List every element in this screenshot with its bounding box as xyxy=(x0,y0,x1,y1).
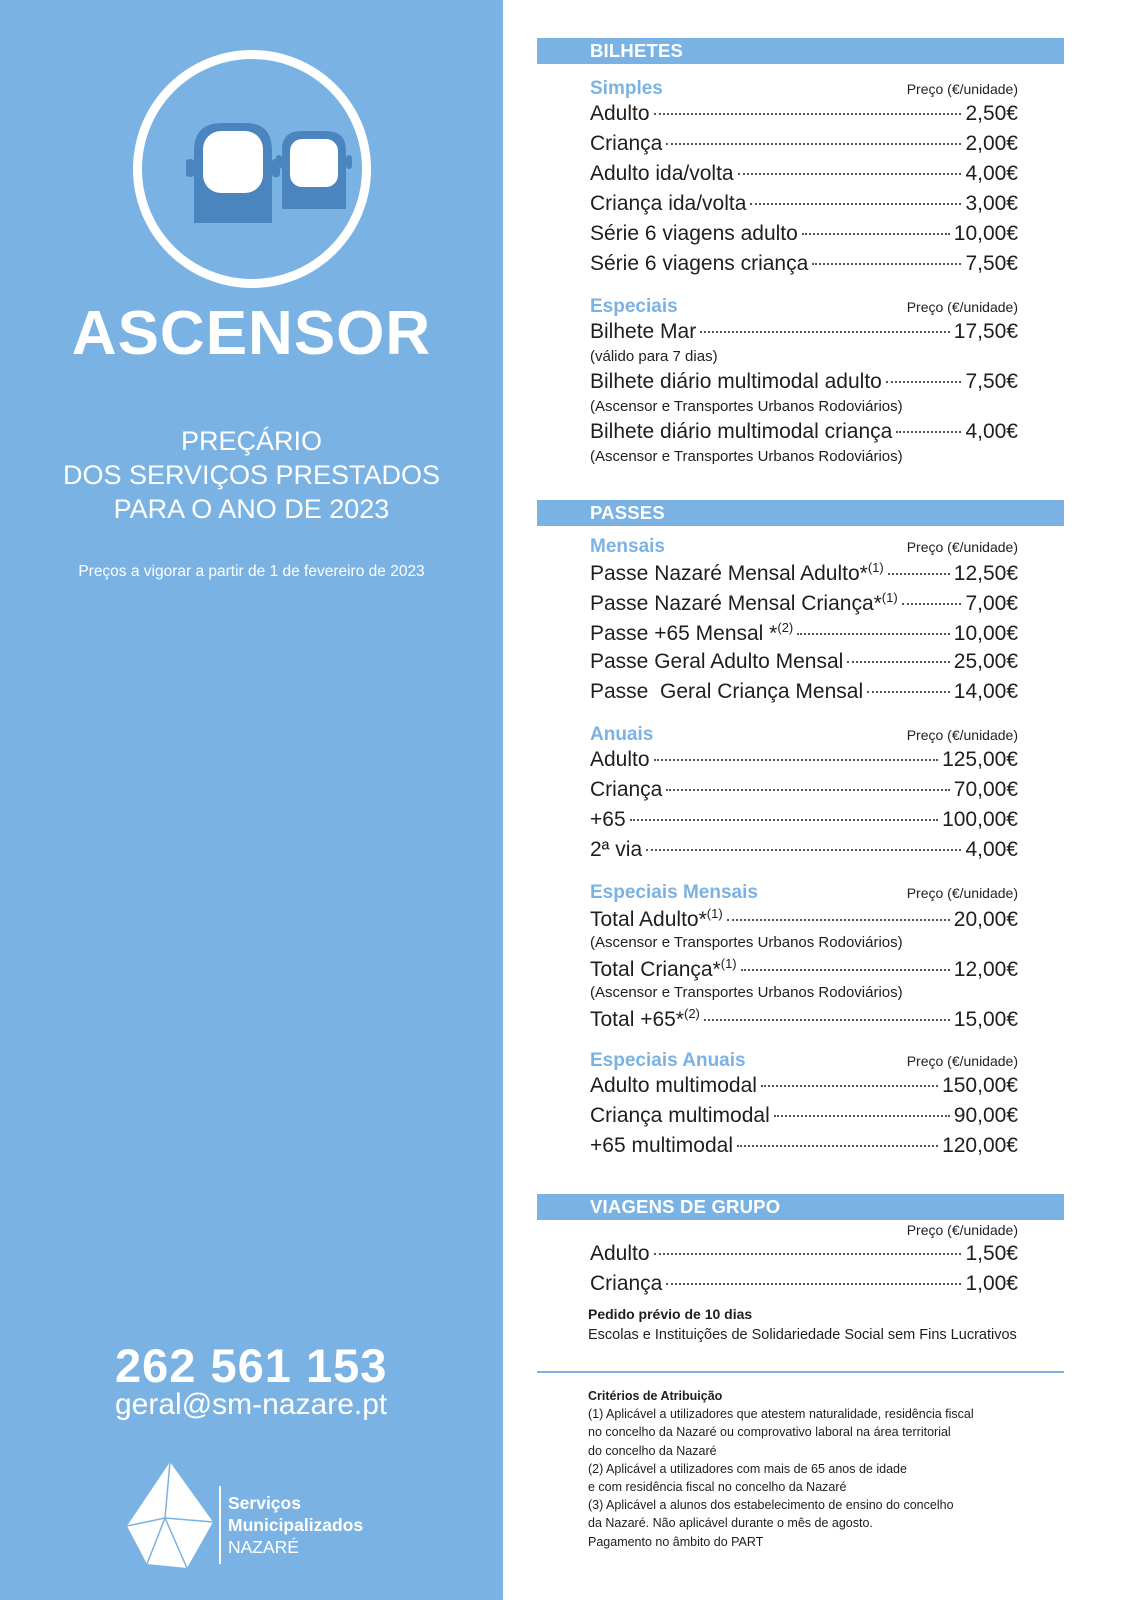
row-label: Total Criança*$^{(1)}$ xyxy=(590,956,737,981)
elevator-cabins-icon xyxy=(142,59,362,279)
subtitle-line: PARA O ANO DE 2023 xyxy=(113,494,390,524)
row-value: 1,00€ xyxy=(965,1272,1018,1295)
row-label: Criança multimodal xyxy=(590,1104,770,1127)
row-value: 12,00€ xyxy=(953,958,1018,981)
price-row xyxy=(590,650,1018,680)
category-header xyxy=(590,296,1018,320)
category-title: Mensais xyxy=(590,536,665,557)
price-unit-label: Preço (€/unidade) xyxy=(906,1222,1018,1238)
row-note: (Ascensor e Transportes Urbanos Rodoviários) xyxy=(590,448,903,465)
row-note: (Ascensor e Transportes Urbanos Rodoviários) xyxy=(590,984,903,1001)
row-value: 3,00€ xyxy=(965,192,1018,215)
price-unit-label: Preço (€/unidade) xyxy=(906,727,1018,743)
row-label: Bilhete diário multimodal criança xyxy=(590,420,893,443)
org-line: Municipalizados xyxy=(228,1515,364,1535)
subtitle-line: DOS SERVIÇOS PRESTADOS xyxy=(62,460,441,490)
price-row xyxy=(590,680,1018,710)
price-row xyxy=(590,222,1018,252)
group-note-eligibility: Escolas e Instituições de Solidariedade Social sem Fins Lucrativos xyxy=(588,1327,1017,1343)
price-row xyxy=(590,906,1018,936)
row-label: Bilhete diário multimodal adulto xyxy=(590,370,882,393)
price-unit-label: Preço (€/unidade) xyxy=(906,1053,1018,1069)
price-row xyxy=(590,370,1018,400)
org-line: NAZARÉ xyxy=(228,1537,299,1557)
row-value: 15,00€ xyxy=(953,1008,1018,1031)
crystal-logo-icon xyxy=(125,1460,215,1572)
row-label: Criança xyxy=(590,132,663,155)
row-value: 14,00€ xyxy=(953,680,1018,703)
category-title: Especiais Anuais xyxy=(590,1050,746,1071)
organization-name xyxy=(228,1492,363,1558)
price-row xyxy=(590,1272,1018,1302)
category-header xyxy=(590,882,1018,906)
category-header xyxy=(590,536,1018,560)
price-row xyxy=(590,1242,1018,1272)
criteria-line: no concelho da Nazaré ou comprovativo laboral na área territorial xyxy=(588,1425,951,1440)
row-label: Passe Nazaré Mensal Adulto*$^{(1)}$ xyxy=(590,560,884,585)
row-label: Criança xyxy=(590,778,663,801)
row-value: 17,50€ xyxy=(953,320,1018,343)
price-row xyxy=(590,1006,1018,1036)
row-label: Total Adulto*$^{(1)}$ xyxy=(590,906,723,931)
section-bar-passes: PASSES xyxy=(537,500,1064,526)
price-row xyxy=(590,132,1018,162)
row-value: 70,00€ xyxy=(953,778,1018,801)
row-value: 25,00€ xyxy=(953,650,1018,673)
criteria-line: e com residência fiscal no concelho da Nazaré xyxy=(588,1480,847,1495)
section-bar-grupo: VIAGENS DE GRUPO xyxy=(537,1194,1064,1220)
row-label: Passe Geral Adulto Mensal xyxy=(590,650,844,673)
category-header xyxy=(590,1050,1018,1074)
phone-number[interactable]: 262 561 153 xyxy=(115,1339,388,1392)
row-label: Criança xyxy=(590,1272,663,1295)
criteria-line: do concelho da Nazaré xyxy=(588,1443,717,1458)
row-value: 1,50€ xyxy=(965,1242,1018,1265)
row-label: Adulto xyxy=(590,748,650,771)
price-unit-label: Preço (€/unidade) xyxy=(906,299,1018,315)
row-value: 125,00€ xyxy=(942,748,1018,771)
criteria-line: (1) Aplicável a utilizadores que atestem naturalidade, residência fiscal xyxy=(588,1407,974,1422)
row-label: Bilhete Mar xyxy=(590,320,697,343)
row-label: Adulto xyxy=(590,102,650,125)
criteria-title: Critérios de Atribuição xyxy=(588,1389,723,1403)
row-label: +65 multimodal xyxy=(590,1134,733,1157)
email-address[interactable]: geral@sm-nazare.pt xyxy=(115,1388,388,1421)
criteria-line: (2) Aplicável a utilizadores com mais de 65 anos de idade xyxy=(588,1461,907,1476)
row-label: Adulto xyxy=(590,1242,650,1265)
criteria-line: (3) Aplicável a alunos dos estabelecimento de ensino do concelho xyxy=(588,1498,954,1513)
row-value: 7,50€ xyxy=(965,252,1018,275)
row-value: 7,00€ xyxy=(965,592,1018,615)
criteria-line: Pagamento no âmbito do PART xyxy=(588,1534,764,1549)
ascensor-logo xyxy=(133,50,371,288)
divider xyxy=(537,1371,1064,1373)
price-row xyxy=(590,748,1018,778)
page-title: ASCENSOR xyxy=(71,299,432,368)
row-value: 4,00€ xyxy=(965,838,1018,861)
price-row xyxy=(590,102,1018,132)
price-row xyxy=(590,560,1018,590)
row-value: 4,00€ xyxy=(965,162,1018,185)
price-row xyxy=(590,192,1018,222)
row-value: 120,00€ xyxy=(942,1134,1018,1157)
price-row xyxy=(590,956,1018,986)
row-note: (válido para 7 dias) xyxy=(590,348,718,365)
group-note-advance: Pedido prévio de 10 dias xyxy=(588,1306,753,1322)
row-value: 10,00€ xyxy=(953,222,1018,245)
category-title: Especiais Mensais xyxy=(590,882,758,903)
row-value: 10,00€ xyxy=(953,622,1018,645)
category-title: Simples xyxy=(590,78,663,99)
row-value: 2,50€ xyxy=(965,102,1018,125)
price-row xyxy=(590,1074,1018,1104)
category-header xyxy=(590,1222,1018,1242)
row-label: +65 xyxy=(590,808,626,831)
price-row xyxy=(590,420,1018,450)
row-label: Criança ida/volta xyxy=(590,192,747,215)
row-label: Passe Geral Criança Mensal xyxy=(590,680,864,703)
category-title: Anuais xyxy=(590,724,654,745)
row-note: (Ascensor e Transportes Urbanos Rodoviários) xyxy=(590,934,903,951)
section-passes xyxy=(537,526,1064,1164)
price-row xyxy=(590,252,1018,282)
category-title: Especiais xyxy=(590,296,678,317)
row-value: 20,00€ xyxy=(953,908,1018,931)
row-label: Passe Nazaré Mensal Criança*$^{(1)}$ xyxy=(590,590,898,615)
row-label: Total +65*$^{(2)}$ xyxy=(590,1006,700,1031)
valid-from-text: Preços a vigorar a partir de 1 de fevereiro de 2023 xyxy=(78,563,425,580)
price-list xyxy=(537,38,1064,1551)
row-label: Adulto ida/volta xyxy=(590,162,734,185)
org-line: Serviços xyxy=(228,1493,301,1513)
price-row xyxy=(590,778,1018,808)
row-label: Passe +65 Mensal *$^{(2)}$ xyxy=(590,620,794,645)
logo-divider xyxy=(219,1486,221,1564)
row-value: 100,00€ xyxy=(942,808,1018,831)
price-row xyxy=(590,838,1018,868)
category-header xyxy=(590,78,1018,102)
price-row xyxy=(590,620,1018,650)
row-label: Série 6 viagens criança xyxy=(590,252,809,275)
row-value: 150,00€ xyxy=(942,1074,1018,1097)
price-unit-label: Preço (€/unidade) xyxy=(906,539,1018,555)
price-row xyxy=(590,1104,1018,1134)
left-panel xyxy=(0,0,503,1600)
row-value: 4,00€ xyxy=(965,420,1018,443)
price-row xyxy=(590,808,1018,838)
price-row xyxy=(590,162,1018,192)
row-value: 2,00€ xyxy=(965,132,1018,155)
row-note: (Ascensor e Transportes Urbanos Rodoviários) xyxy=(590,398,903,415)
row-label: Adulto multimodal xyxy=(590,1074,757,1097)
price-unit-label: Preço (€/unidade) xyxy=(906,885,1018,901)
row-value: 90,00€ xyxy=(953,1104,1018,1127)
subtitle-line: PREÇÁRIO xyxy=(180,426,323,456)
section-bilhetes xyxy=(537,64,1064,470)
price-row xyxy=(590,320,1018,350)
price-unit-label: Preço (€/unidade) xyxy=(906,81,1018,97)
subtitle xyxy=(0,424,503,526)
criteria-line: da Nazaré. Não aplicável durante o mês de agosto. xyxy=(588,1516,873,1531)
section-grupo xyxy=(537,1222,1064,1343)
row-value: 12,50€ xyxy=(953,562,1018,585)
row-value: 7,50€ xyxy=(965,370,1018,393)
price-row xyxy=(590,590,1018,620)
criteria-block xyxy=(537,1387,1064,1551)
category-header xyxy=(590,724,1018,748)
section-bar-bilhetes: BILHETES xyxy=(537,38,1064,64)
row-label: Série 6 viagens adulto xyxy=(590,222,798,245)
price-row xyxy=(590,1134,1018,1164)
row-label: 2ª via xyxy=(590,838,643,861)
